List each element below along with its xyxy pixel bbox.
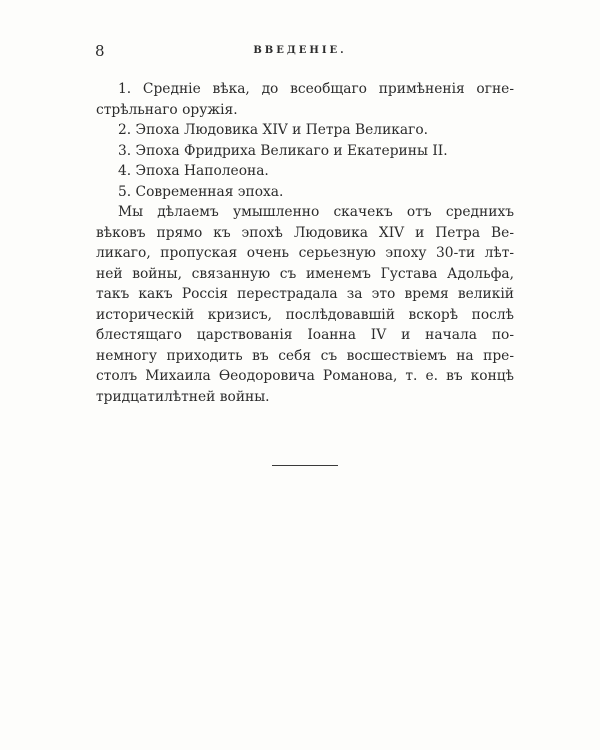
running-head: ВВЕДЕНІЕ. [253, 45, 347, 56]
list-item-3: 3. Эпоха Фридриха Великаго и Екатерины II. [118, 142, 448, 159]
body-text [96, 79, 514, 407]
list-item-1-line-2: стрѣльнаго оружія. [96, 101, 238, 118]
paragraph-line: историческій кризисъ, послѣдовавшій вскорѣ послѣ [96, 306, 514, 323]
list-item-2: 2. Эпоха Людовика XIV и Петра Великаго. [118, 122, 429, 138]
paragraph-line: столъ Михаила Ѳеодоровича Романова, т. е. въ концѣ [96, 368, 514, 384]
list-item-4: 4. Эпоха Наполеона. [118, 163, 269, 179]
list-item-5: 5. Современная эпоха. [118, 183, 284, 200]
paragraph-line: немногу приходить въ себя съ восшествіемъ на пре- [96, 347, 514, 364]
paragraph-line-last: тридцатилѣтней войны. [96, 388, 270, 405]
list-item-1-line-1: 1. Средніе вѣка, до всеобщаго примѣненія огне- [118, 81, 514, 97]
paragraph-line: вѣковъ прямо къ эпохѣ Людовика XIV и Петра Ве- [96, 224, 514, 241]
paragraph-line: ней войны, связанную съ именемъ Густава Адольфа, [96, 265, 514, 282]
paragraph-line: блестящаго царствованія Іоанна IV и начала по- [96, 327, 514, 343]
page-number: 8 [95, 42, 105, 60]
paragraph-line: такъ какъ Россія перестрадала за это время великій [96, 286, 514, 302]
paragraph-line: Мы дѣлаемъ умышленно скачекъ отъ среднихъ [118, 204, 514, 220]
section-divider [272, 465, 338, 466]
paragraph-line: ликаго, пропуская очень серьезную эпоху 30-ти лѣт- [96, 245, 514, 261]
